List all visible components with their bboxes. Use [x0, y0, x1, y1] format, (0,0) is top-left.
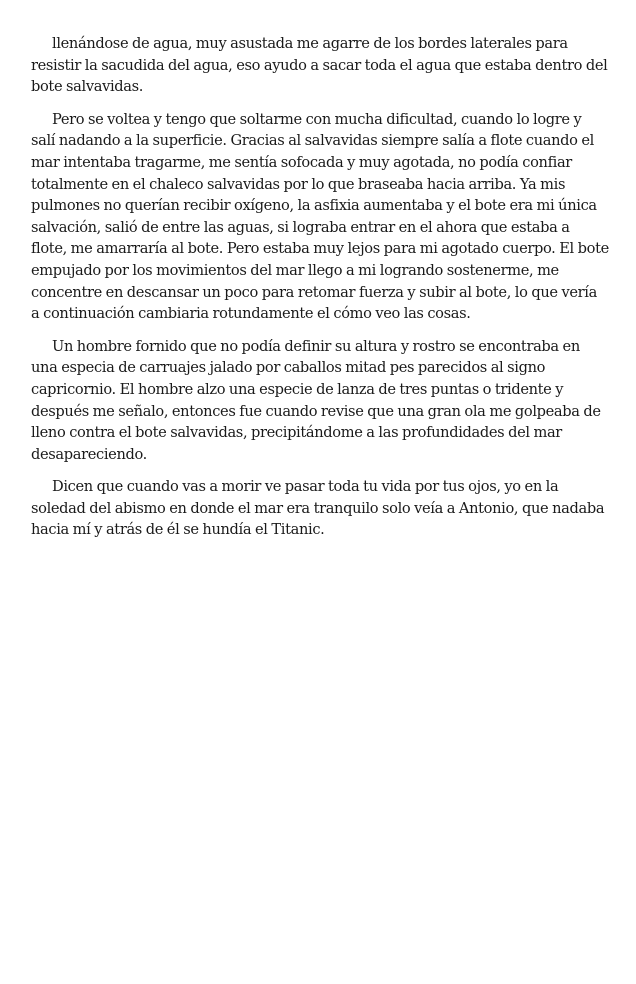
paragraph-1: llenándose de agua, muy asustada me agarre de los bordes laterales para resistir la sacudida del agua, eso ayudo a sacar toda el agua que estaba dentro del bote salvavidas.	[31, 35, 608, 96]
paragraph-2: Pero se voltea y tengo que soltarme con mucha dificultad, cuando lo logre y salí nadando a la superficie. Gracias al salvavidas siempre salía a flote cuando el mar intentaba tragarme, me sentía sofocada y muy agotada, no podía confiar totalmente en el chaleco salvavidas por lo que braseaba hacia arriba. Ya mis pulmones no querían recibir oxígeno, la asfixia aumentaba y el bote era mi única salvación, salió de entre las aguas, si lograba entrar en el ahora que estaba a flote, me amarraría al bote. Pero estaba muy lejos para mi agotado cuerpo. El bote empujado por los movimientos del mar llego a mi logrando sostenerme, me concentre en descansar un poco para retomar fuerza y subir al bote, lo que vería a continuación cambiaria rotundamente el cómo veo las cosas.	[31, 110, 609, 323]
paragraph-4: Dicen que cuando vas a morir ve pasar toda tu vida por tus ojos, yo en la soledad del abismo en donde el mar era tranquilo solo veía a Antonio, que nadaba hacia mí y atrás de él se hundía el Titanic.	[31, 478, 605, 539]
paragraph-3: Un hombre fornido que no podía definir su altura y rostro se encontraba en una especia de carruajes jalado por caballos mitad pes parecidos al signo capricornio. El hombre alzo una especie de lanza de tres puntas o tridente y después me señalo, entonces fue cuando revise que una gran ola me golpeaba de lleno contra el bote salvavidas, precipitándome a las profundidades del mar desapareciendo.	[31, 337, 601, 463]
body-text	[31, 33, 609, 552]
